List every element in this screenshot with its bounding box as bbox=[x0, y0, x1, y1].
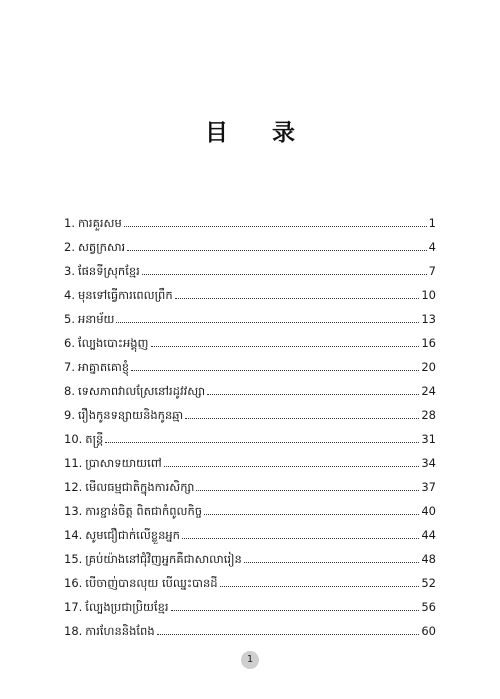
toc-entry[interactable] bbox=[64, 519, 436, 543]
toc-entry[interactable] bbox=[64, 207, 436, 231]
toc-entry-page-number: 52 bbox=[421, 576, 436, 590]
dot-leader bbox=[182, 538, 419, 539]
toc-entry-title: សូមជឿជាក់លើខ្លួនអ្នក bbox=[85, 528, 180, 542]
toc-entry-title: ល្បែងបោះអង្គុញ bbox=[77, 336, 149, 350]
toc-entry-title: ប្រាសាទយាយពៅ bbox=[85, 456, 162, 470]
toc-entry-title: រឿងកូនទន្សាយនិងកូនឆ្មា bbox=[77, 408, 184, 422]
toc-entry-number: 15. bbox=[64, 552, 83, 566]
toc-entry-number: 9. bbox=[64, 408, 75, 422]
toc-entry[interactable] bbox=[64, 327, 436, 351]
toc-entry-title: ល្បែងប្រជាប្រិយខ្មែរ bbox=[85, 600, 169, 614]
dot-leader bbox=[105, 442, 419, 443]
dot-leader bbox=[244, 562, 420, 563]
toc-entry-page-number: 44 bbox=[421, 528, 436, 542]
dot-leader bbox=[185, 418, 419, 419]
toc-entry-page-number: 4 bbox=[428, 240, 436, 254]
toc-entry-title: ការហែននិងពែង bbox=[85, 624, 155, 638]
toc-entry-number: 13. bbox=[64, 504, 83, 518]
toc-entry[interactable] bbox=[64, 447, 436, 471]
toc-entry-page-number: 34 bbox=[421, 456, 436, 470]
toc-entry-title: អាគ្នាតគោខ្ញុំ bbox=[77, 360, 130, 374]
toc-entry-number: 10. bbox=[64, 432, 83, 446]
toc-entry-page-number: 10 bbox=[421, 288, 436, 302]
dot-leader bbox=[175, 298, 420, 299]
toc-entry[interactable] bbox=[64, 543, 436, 567]
toc-entry-title: ការគួរសម bbox=[77, 216, 122, 230]
toc-entry-page-number: 7 bbox=[428, 264, 436, 278]
toc-entry-page-number: 31 bbox=[421, 432, 436, 446]
dot-leader bbox=[204, 514, 419, 515]
toc-entry-title: ទេសភាពវាលស្រែនៅរដូវវស្សា bbox=[77, 384, 206, 398]
toc-entry-number: 2. bbox=[64, 240, 75, 254]
toc-entry-number: 11. bbox=[64, 456, 83, 470]
toc-entry[interactable] bbox=[64, 399, 436, 423]
toc-entry-title: តន្ត្រី bbox=[85, 432, 104, 446]
toc-entry[interactable] bbox=[64, 591, 436, 615]
toc-entry-title: អនាម័យ bbox=[77, 312, 115, 326]
toc-entry-number: 6. bbox=[64, 336, 75, 350]
dot-leader bbox=[220, 586, 420, 587]
dot-leader bbox=[127, 250, 426, 251]
toc-entry-number: 4. bbox=[64, 288, 75, 302]
toc-entry[interactable] bbox=[64, 303, 436, 327]
toc-entry[interactable] bbox=[64, 495, 436, 519]
toc-entry-number: 17. bbox=[64, 600, 83, 614]
toc-entry[interactable] bbox=[64, 423, 436, 447]
dot-leader bbox=[157, 634, 420, 635]
toc-entry-number: 7. bbox=[64, 360, 75, 374]
toc-entry-number: 3. bbox=[64, 264, 75, 278]
toc-entry[interactable] bbox=[64, 351, 436, 375]
page-title: 目 录 bbox=[204, 119, 313, 146]
toc-entry-page-number: 16 bbox=[421, 336, 436, 350]
toc-entry-number: 18. bbox=[64, 624, 83, 638]
dot-leader bbox=[196, 490, 419, 491]
dot-leader bbox=[164, 466, 420, 467]
toc-entry-title: បើចាញ់បានលុយ បើឈ្នះបានដី bbox=[85, 576, 218, 590]
toc-entry[interactable] bbox=[64, 279, 436, 303]
toc-entry-page-number: 20 bbox=[421, 360, 436, 374]
toc-entry-page-number: 1 bbox=[428, 216, 436, 230]
dot-leader bbox=[142, 274, 427, 275]
toc-entry-title: សត្វក្រសារ bbox=[77, 240, 126, 254]
toc-entry-number: 1. bbox=[64, 216, 75, 230]
toc-entry-title: មុនទៅធ្វើការពេលព្រឹក bbox=[77, 288, 173, 302]
toc-entry-page-number: 37 bbox=[421, 480, 436, 494]
toc-entry-number: 14. bbox=[64, 528, 83, 542]
toc-entry-title: មើលធម្មជាតិក្នុងការសិក្សា bbox=[85, 480, 195, 494]
dot-leader bbox=[151, 346, 420, 347]
toc-entry-page-number: 60 bbox=[421, 624, 436, 638]
toc-entry-page-number: 48 bbox=[421, 552, 436, 566]
toc-entry-number: 12. bbox=[64, 480, 83, 494]
page-number-badge: 1 bbox=[241, 651, 259, 669]
toc-entry-page-number: 24 bbox=[421, 384, 436, 398]
toc-entry[interactable] bbox=[64, 567, 436, 591]
toc-entry-number: 8. bbox=[64, 384, 75, 398]
toc-entry-number: 5. bbox=[64, 312, 75, 326]
toc-entry-page-number: 13 bbox=[421, 312, 436, 326]
toc-entry-page-number: 40 bbox=[421, 504, 436, 518]
dot-leader bbox=[171, 610, 420, 611]
toc-entry-title: ការខ្ជាន់ចិត្ត ពិតជាកំពូលកិច្ច bbox=[85, 504, 203, 518]
toc-entry[interactable] bbox=[64, 255, 436, 279]
toc-entry-title: គ្រប់យ៉ាងនៅជុំវិញអ្នកគឺជាសាលារៀន bbox=[85, 552, 242, 566]
toc-entry-page-number: 56 bbox=[421, 600, 436, 614]
dot-leader bbox=[131, 370, 419, 371]
toc-entry[interactable] bbox=[64, 615, 436, 639]
toc-entry-number: 16. bbox=[64, 576, 83, 590]
toc-entry[interactable] bbox=[64, 471, 436, 495]
toc-entry[interactable] bbox=[64, 231, 436, 255]
dot-leader bbox=[207, 394, 419, 395]
toc-entry-page-number: 28 bbox=[421, 408, 436, 422]
table-of-contents bbox=[64, 207, 436, 639]
toc-entry-title: ផែនទីស្រុកខ្មែរ bbox=[77, 264, 140, 278]
dot-leader bbox=[124, 226, 427, 227]
dot-leader bbox=[116, 322, 419, 323]
toc-entry[interactable] bbox=[64, 375, 436, 399]
